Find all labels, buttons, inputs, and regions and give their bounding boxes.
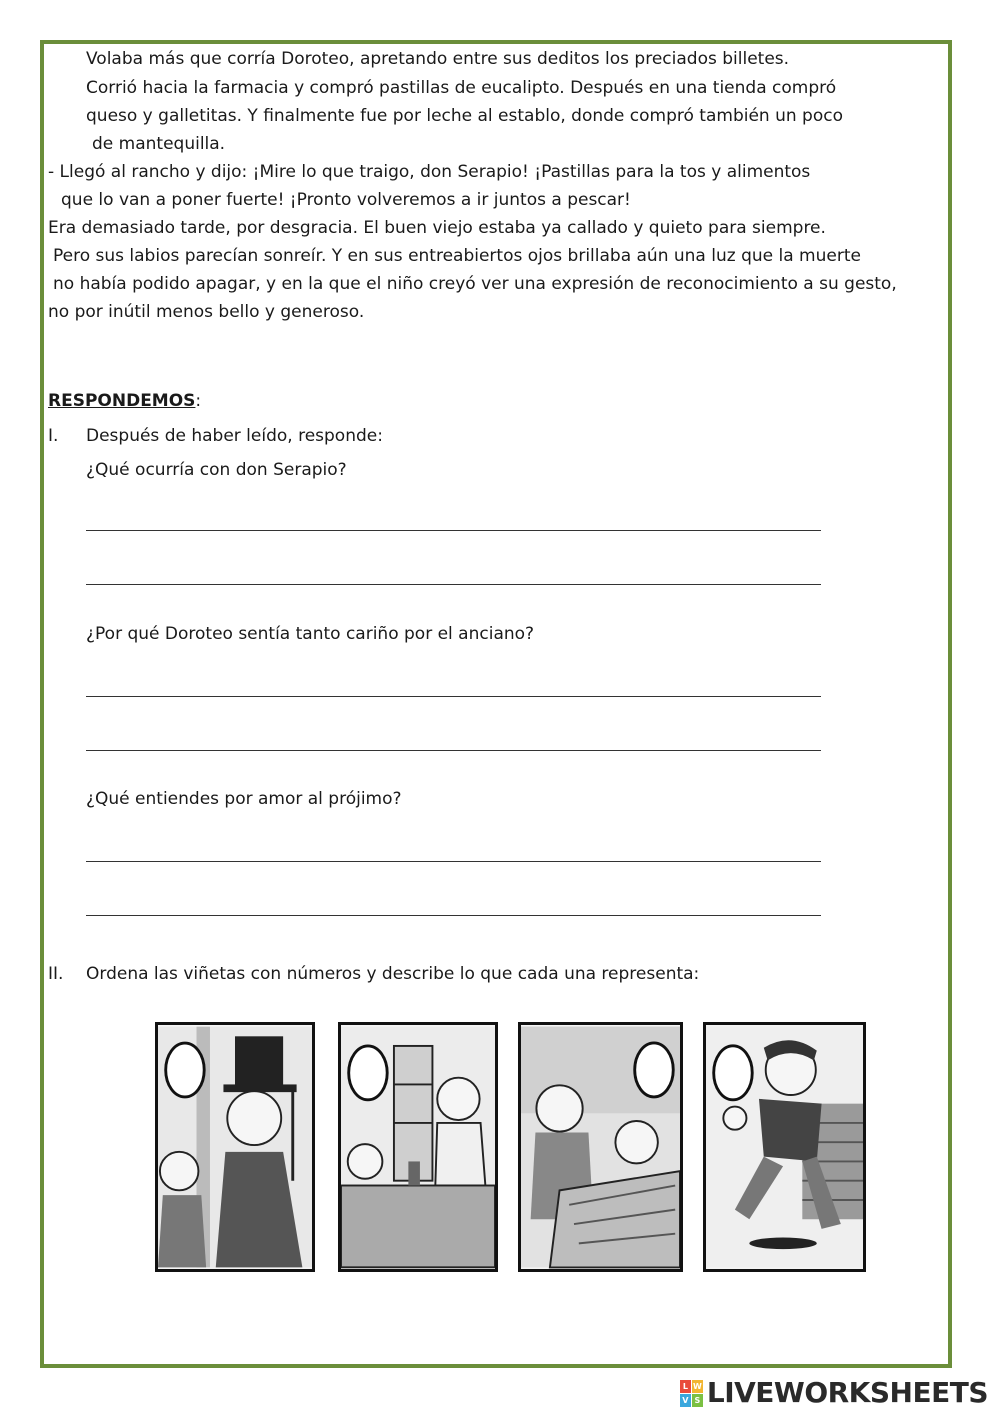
answer-line-1b[interactable] bbox=[86, 584, 821, 585]
story-line-4: de mantequilla. bbox=[92, 134, 226, 154]
question-2: ¿Por qué Doroteo sentía tanto cariño por el anciano? bbox=[86, 624, 535, 644]
story-line-3: queso y galletitas. Y finalmente fue por leche al establo, donde compró también un poco bbox=[86, 106, 843, 126]
logo-block: W bbox=[692, 1381, 702, 1391]
answer-line-2a[interactable] bbox=[86, 696, 821, 697]
comic-panel-4 bbox=[703, 1022, 866, 1272]
logo-block: S bbox=[692, 1394, 703, 1407]
section-heading bbox=[48, 390, 201, 412]
logo-blocks-icon bbox=[680, 1380, 703, 1407]
question-3: ¿Qué entiendes por amor al prójimo? bbox=[86, 789, 402, 809]
story-line-10: no por inútil menos bello y generoso. bbox=[48, 302, 365, 322]
part1-instruction: Después de haber leído, responde: bbox=[86, 426, 383, 446]
answer-line-2b[interactable] bbox=[86, 750, 821, 751]
story-line-1: Volaba más que corría Doroteo, apretando entre sus deditos los preciados billetes. bbox=[86, 49, 790, 69]
boy-at-bedside-illustration bbox=[521, 1025, 680, 1269]
comic-panel-2 bbox=[338, 1022, 498, 1272]
comic-panel-1 bbox=[155, 1022, 315, 1272]
pharmacy-counter-illustration bbox=[341, 1025, 495, 1269]
number-circle-2 bbox=[349, 1046, 388, 1100]
number-circle-3 bbox=[635, 1043, 674, 1097]
section-heading-text: RESPONDEMOS bbox=[48, 391, 196, 411]
story-line-5: - Llegó al rancho y dijo: ¡Mire lo que traigo, don Serapio! ¡Pastillas para la tos y alimentos bbox=[48, 162, 811, 182]
question-1: ¿Qué ocurría con don Serapio? bbox=[86, 460, 347, 480]
part1-numeral: I. bbox=[48, 426, 59, 446]
story-line-2: Corrió hacia la farmacia y compró pastillas de eucalipto. Después en una tienda compró bbox=[86, 78, 837, 98]
number-circle-1 bbox=[166, 1043, 205, 1097]
liveworksheets-logo bbox=[680, 1378, 988, 1408]
brand-name: LIVEWORKSHEETS bbox=[706, 1376, 988, 1409]
number-circle-4 bbox=[714, 1046, 753, 1100]
story-line-9: no había podido apagar, y en la que el niño creyó ver una expresión de reconocimiento a su gesto, bbox=[53, 274, 897, 294]
logo-block: V bbox=[680, 1394, 691, 1407]
part2-numeral: II. bbox=[48, 964, 64, 984]
story-line-8: Pero sus labios parecían sonreír. Y en sus entreabiertos ojos brillaba aún una luz que la muerte bbox=[53, 246, 861, 266]
comic-panel-3 bbox=[518, 1022, 683, 1272]
boy-running-illustration bbox=[706, 1025, 863, 1269]
part2-instruction: Ordena las viñetas con números y describe lo que cada una representa: bbox=[86, 964, 700, 984]
answer-line-3a[interactable] bbox=[86, 861, 821, 862]
answer-line-1a[interactable] bbox=[86, 530, 821, 531]
logo-block: L bbox=[680, 1380, 691, 1393]
man-with-hat-and-boy-illustration bbox=[158, 1025, 312, 1269]
answer-line-3b[interactable] bbox=[86, 915, 821, 916]
story-line-7: Era demasiado tarde, por desgracia. El buen viejo estaba ya callado y quieto para siempre. bbox=[48, 218, 826, 238]
story-line-6: que lo van a poner fuerte! ¡Pronto volveremos a ir juntos a pescar! bbox=[61, 190, 631, 210]
section-heading-colon: : bbox=[195, 391, 202, 411]
